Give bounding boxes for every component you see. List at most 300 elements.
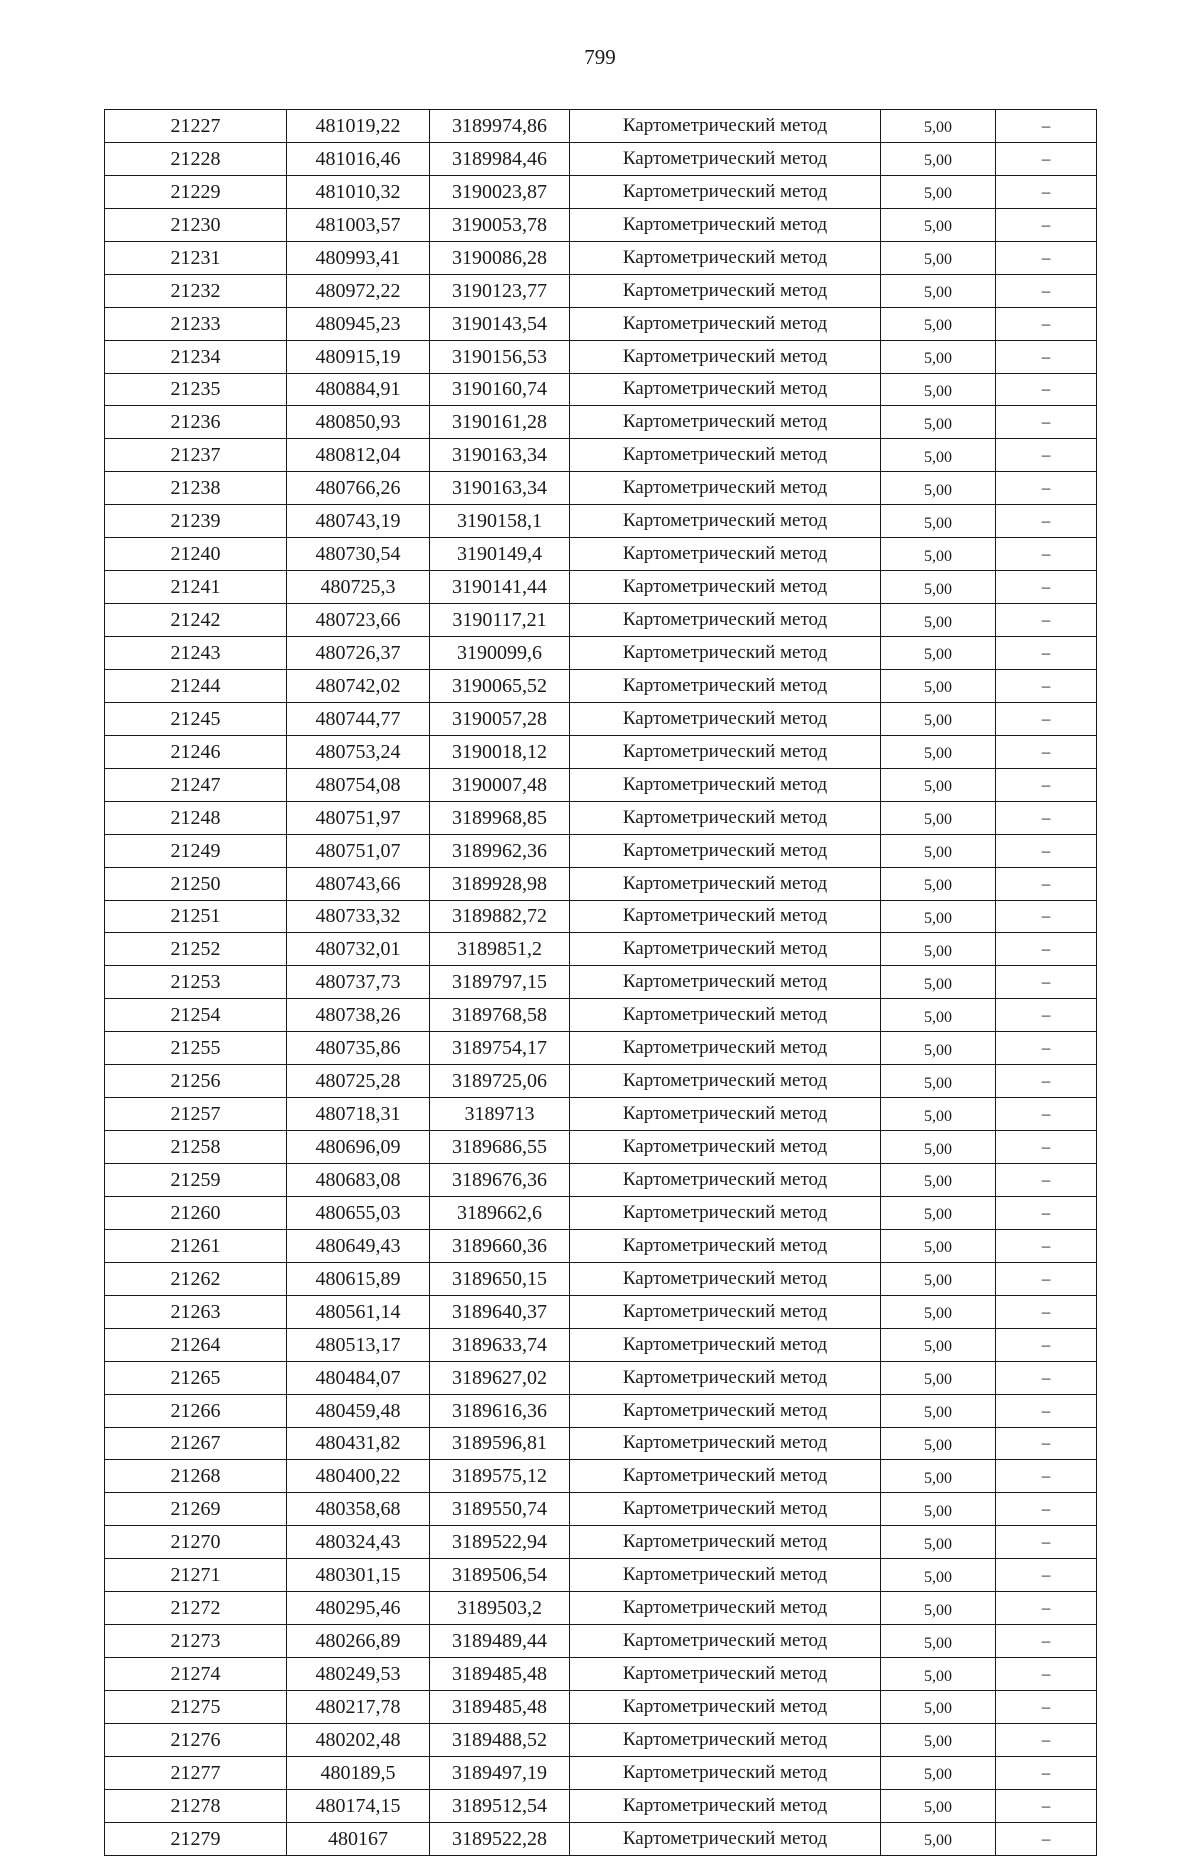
table-row	[105, 1592, 1097, 1625]
y-coordinate-cell: 3190117,21	[430, 604, 570, 637]
x-coordinate-cell: 480655,03	[287, 1196, 430, 1229]
error-cell: 5,00	[881, 1789, 996, 1822]
table-row	[105, 274, 1097, 307]
y-coordinate-cell: 3189497,19	[430, 1756, 570, 1789]
point-number-cell: 21261	[105, 1229, 287, 1262]
table-row	[105, 1756, 1097, 1789]
error-cell: 5,00	[881, 1427, 996, 1460]
note-cell: –	[996, 340, 1097, 373]
x-coordinate-cell: 481019,22	[287, 110, 430, 143]
note-cell: –	[996, 735, 1097, 768]
point-number-cell: 21237	[105, 439, 287, 472]
method-cell: Картометрический метод	[570, 142, 881, 175]
y-coordinate-cell: 3190123,77	[430, 274, 570, 307]
error-cell: 5,00	[881, 1098, 996, 1131]
x-coordinate-cell: 480738,26	[287, 999, 430, 1032]
x-coordinate-cell: 480696,09	[287, 1131, 430, 1164]
error-cell: 5,00	[881, 439, 996, 472]
note-cell: –	[996, 1032, 1097, 1065]
note-cell: –	[996, 571, 1097, 604]
y-coordinate-cell: 3189882,72	[430, 900, 570, 933]
x-coordinate-cell: 480266,89	[287, 1625, 430, 1658]
x-coordinate-cell: 480884,91	[287, 373, 430, 406]
y-coordinate-cell: 3189725,06	[430, 1065, 570, 1098]
table-row	[105, 1723, 1097, 1756]
error-cell: 5,00	[881, 1625, 996, 1658]
note-cell: –	[996, 538, 1097, 571]
error-cell: 5,00	[881, 110, 996, 143]
x-coordinate-cell: 480737,73	[287, 966, 430, 999]
y-coordinate-cell: 3189488,52	[430, 1723, 570, 1756]
method-cell: Картометрический метод	[570, 1295, 881, 1328]
point-number-cell: 21258	[105, 1131, 287, 1164]
note-cell: –	[996, 472, 1097, 505]
error-cell: 5,00	[881, 999, 996, 1032]
error-cell: 5,00	[881, 1229, 996, 1262]
point-number-cell: 21229	[105, 175, 287, 208]
point-number-cell: 21279	[105, 1822, 287, 1855]
note-cell: –	[996, 637, 1097, 670]
x-coordinate-cell: 480850,93	[287, 406, 430, 439]
method-cell: Картометрический метод	[570, 1526, 881, 1559]
method-cell: Картометрический метод	[570, 900, 881, 933]
error-cell: 5,00	[881, 1559, 996, 1592]
method-cell: Картометрический метод	[570, 1196, 881, 1229]
point-number-cell: 21278	[105, 1789, 287, 1822]
note-cell: –	[996, 1493, 1097, 1526]
y-coordinate-cell: 3189928,98	[430, 867, 570, 900]
note-cell: –	[996, 241, 1097, 274]
point-number-cell: 21228	[105, 142, 287, 175]
note-cell: –	[996, 669, 1097, 702]
point-number-cell: 21276	[105, 1723, 287, 1756]
method-cell: Картометрический метод	[570, 1559, 881, 1592]
y-coordinate-cell: 3189968,85	[430, 801, 570, 834]
x-coordinate-cell: 480744,77	[287, 702, 430, 735]
point-number-cell: 21273	[105, 1625, 287, 1658]
note-cell: –	[996, 1196, 1097, 1229]
method-cell: Картометрический метод	[570, 1394, 881, 1427]
y-coordinate-cell: 3190023,87	[430, 175, 570, 208]
y-coordinate-cell: 3189713	[430, 1098, 570, 1131]
x-coordinate-cell: 480733,32	[287, 900, 430, 933]
point-number-cell: 21236	[105, 406, 287, 439]
point-number-cell: 21232	[105, 274, 287, 307]
note-cell: –	[996, 1822, 1097, 1855]
x-coordinate-cell: 480301,15	[287, 1559, 430, 1592]
point-number-cell: 21250	[105, 867, 287, 900]
table-row	[105, 702, 1097, 735]
x-coordinate-cell: 480812,04	[287, 439, 430, 472]
coordinates-table-body	[105, 110, 1097, 1856]
error-cell: 5,00	[881, 1328, 996, 1361]
point-number-cell: 21259	[105, 1164, 287, 1197]
point-number-cell: 21231	[105, 241, 287, 274]
error-cell: 5,00	[881, 274, 996, 307]
note-cell: –	[996, 1526, 1097, 1559]
point-number-cell: 21257	[105, 1098, 287, 1131]
note-cell: –	[996, 1625, 1097, 1658]
note-cell: –	[996, 1394, 1097, 1427]
x-coordinate-cell: 480358,68	[287, 1493, 430, 1526]
x-coordinate-cell: 480753,24	[287, 735, 430, 768]
note-cell: –	[996, 307, 1097, 340]
error-cell: 5,00	[881, 669, 996, 702]
note-cell: –	[996, 1131, 1097, 1164]
error-cell: 5,00	[881, 933, 996, 966]
point-number-cell: 21247	[105, 768, 287, 801]
x-coordinate-cell: 480561,14	[287, 1295, 430, 1328]
note-cell: –	[996, 1691, 1097, 1724]
method-cell: Картометрический метод	[570, 1592, 881, 1625]
point-number-cell: 21277	[105, 1756, 287, 1789]
point-number-cell: 21262	[105, 1262, 287, 1295]
table-row	[105, 735, 1097, 768]
error-cell: 5,00	[881, 1394, 996, 1427]
method-cell: Картометрический метод	[570, 1493, 881, 1526]
x-coordinate-cell: 481010,32	[287, 175, 430, 208]
table-row	[105, 1229, 1097, 1262]
point-number-cell: 21249	[105, 834, 287, 867]
y-coordinate-cell: 3189754,17	[430, 1032, 570, 1065]
error-cell: 5,00	[881, 900, 996, 933]
x-coordinate-cell: 480945,23	[287, 307, 430, 340]
note-cell: –	[996, 834, 1097, 867]
table-row	[105, 1065, 1097, 1098]
y-coordinate-cell: 3190086,28	[430, 241, 570, 274]
note-cell: –	[996, 900, 1097, 933]
note-cell: –	[996, 702, 1097, 735]
point-number-cell: 21243	[105, 637, 287, 670]
method-cell: Картометрический метод	[570, 604, 881, 637]
note-cell: –	[996, 1065, 1097, 1098]
note-cell: –	[996, 439, 1097, 472]
y-coordinate-cell: 3189768,58	[430, 999, 570, 1032]
note-cell: –	[996, 999, 1097, 1032]
method-cell: Картометрический метод	[570, 1789, 881, 1822]
y-coordinate-cell: 3189640,37	[430, 1295, 570, 1328]
note-cell: –	[996, 274, 1097, 307]
method-cell: Картометрический метод	[570, 373, 881, 406]
error-cell: 5,00	[881, 637, 996, 670]
note-cell: –	[996, 1098, 1097, 1131]
note-cell: –	[996, 768, 1097, 801]
y-coordinate-cell: 3189522,28	[430, 1822, 570, 1855]
table-row	[105, 110, 1097, 143]
x-coordinate-cell: 480202,48	[287, 1723, 430, 1756]
method-cell: Картометрический метод	[570, 1691, 881, 1724]
error-cell: 5,00	[881, 406, 996, 439]
table-row	[105, 768, 1097, 801]
x-coordinate-cell: 480751,07	[287, 834, 430, 867]
table-row	[105, 1295, 1097, 1328]
error-cell: 5,00	[881, 735, 996, 768]
method-cell: Картометрический метод	[570, 110, 881, 143]
point-number-cell: 21264	[105, 1328, 287, 1361]
method-cell: Картометрический метод	[570, 1822, 881, 1855]
table-row	[105, 241, 1097, 274]
point-number-cell: 21246	[105, 735, 287, 768]
x-coordinate-cell: 480324,43	[287, 1526, 430, 1559]
y-coordinate-cell: 3189676,36	[430, 1164, 570, 1197]
table-row	[105, 1361, 1097, 1394]
error-cell: 5,00	[881, 1164, 996, 1197]
x-coordinate-cell: 480751,97	[287, 801, 430, 834]
y-coordinate-cell: 3189660,36	[430, 1229, 570, 1262]
table-row	[105, 538, 1097, 571]
x-coordinate-cell: 480742,02	[287, 669, 430, 702]
y-coordinate-cell: 3189962,36	[430, 834, 570, 867]
table-row	[105, 1822, 1097, 1855]
x-coordinate-cell: 480513,17	[287, 1328, 430, 1361]
point-number-cell: 21265	[105, 1361, 287, 1394]
x-coordinate-cell: 480484,07	[287, 1361, 430, 1394]
method-cell: Картометрический метод	[570, 801, 881, 834]
method-cell: Картометрический метод	[570, 1361, 881, 1394]
method-cell: Картометрический метод	[570, 175, 881, 208]
table-row	[105, 966, 1097, 999]
table-row	[105, 307, 1097, 340]
point-number-cell: 21255	[105, 1032, 287, 1065]
note-cell: –	[996, 1262, 1097, 1295]
table-row	[105, 1691, 1097, 1724]
error-cell: 5,00	[881, 241, 996, 274]
x-coordinate-cell: 480743,66	[287, 867, 430, 900]
point-number-cell: 21240	[105, 538, 287, 571]
error-cell: 5,00	[881, 867, 996, 900]
error-cell: 5,00	[881, 1196, 996, 1229]
error-cell: 5,00	[881, 834, 996, 867]
y-coordinate-cell: 3190053,78	[430, 208, 570, 241]
table-row	[105, 669, 1097, 702]
table-row	[105, 1196, 1097, 1229]
method-cell: Картометрический метод	[570, 867, 881, 900]
y-coordinate-cell: 3189627,02	[430, 1361, 570, 1394]
table-row	[105, 1032, 1097, 1065]
error-cell: 5,00	[881, 1295, 996, 1328]
note-cell: –	[996, 801, 1097, 834]
table-row	[105, 1460, 1097, 1493]
note-cell: –	[996, 1658, 1097, 1691]
coordinates-table	[104, 109, 1097, 1856]
note-cell: –	[996, 1328, 1097, 1361]
x-coordinate-cell: 480743,19	[287, 505, 430, 538]
error-cell: 5,00	[881, 1361, 996, 1394]
method-cell: Картометрический метод	[570, 702, 881, 735]
method-cell: Картометрический метод	[570, 274, 881, 307]
y-coordinate-cell: 3189984,46	[430, 142, 570, 175]
x-coordinate-cell: 480249,53	[287, 1658, 430, 1691]
x-coordinate-cell: 480217,78	[287, 1691, 430, 1724]
y-coordinate-cell: 3190018,12	[430, 735, 570, 768]
error-cell: 5,00	[881, 1460, 996, 1493]
error-cell: 5,00	[881, 801, 996, 834]
y-coordinate-cell: 3189650,15	[430, 1262, 570, 1295]
error-cell: 5,00	[881, 1592, 996, 1625]
method-cell: Картометрический метод	[570, 669, 881, 702]
error-cell: 5,00	[881, 604, 996, 637]
x-coordinate-cell: 480718,31	[287, 1098, 430, 1131]
y-coordinate-cell: 3189503,2	[430, 1592, 570, 1625]
error-cell: 5,00	[881, 966, 996, 999]
method-cell: Картометрический метод	[570, 735, 881, 768]
y-coordinate-cell: 3189596,81	[430, 1427, 570, 1460]
table-row	[105, 1493, 1097, 1526]
method-cell: Картометрический метод	[570, 1098, 881, 1131]
method-cell: Картометрический метод	[570, 406, 881, 439]
note-cell: –	[996, 867, 1097, 900]
x-coordinate-cell: 480167	[287, 1822, 430, 1855]
table-row	[105, 340, 1097, 373]
x-coordinate-cell: 480174,15	[287, 1789, 430, 1822]
y-coordinate-cell: 3189506,54	[430, 1559, 570, 1592]
method-cell: Картометрический метод	[570, 340, 881, 373]
point-number-cell: 21253	[105, 966, 287, 999]
table-row	[105, 933, 1097, 966]
y-coordinate-cell: 3190007,48	[430, 768, 570, 801]
method-cell: Картометрический метод	[570, 1625, 881, 1658]
point-number-cell: 21244	[105, 669, 287, 702]
x-coordinate-cell: 480726,37	[287, 637, 430, 670]
method-cell: Картометрический метод	[570, 999, 881, 1032]
error-cell: 5,00	[881, 142, 996, 175]
method-cell: Картометрический метод	[570, 472, 881, 505]
y-coordinate-cell: 3190065,52	[430, 669, 570, 702]
point-number-cell: 21260	[105, 1196, 287, 1229]
table-row	[105, 472, 1097, 505]
x-coordinate-cell: 480725,3	[287, 571, 430, 604]
method-cell: Картометрический метод	[570, 439, 881, 472]
method-cell: Картометрический метод	[570, 241, 881, 274]
y-coordinate-cell: 3190156,53	[430, 340, 570, 373]
x-coordinate-cell: 481003,57	[287, 208, 430, 241]
method-cell: Картометрический метод	[570, 1065, 881, 1098]
note-cell: –	[996, 1756, 1097, 1789]
x-coordinate-cell: 480766,26	[287, 472, 430, 505]
method-cell: Картометрический метод	[570, 1131, 881, 1164]
error-cell: 5,00	[881, 768, 996, 801]
note-cell: –	[996, 1295, 1097, 1328]
error-cell: 5,00	[881, 1526, 996, 1559]
point-number-cell: 21238	[105, 472, 287, 505]
method-cell: Картометрический метод	[570, 966, 881, 999]
method-cell: Картометрический метод	[570, 1262, 881, 1295]
point-number-cell: 21251	[105, 900, 287, 933]
method-cell: Картометрический метод	[570, 505, 881, 538]
point-number-cell: 21254	[105, 999, 287, 1032]
table-row	[105, 1328, 1097, 1361]
note-cell: –	[996, 208, 1097, 241]
note-cell: –	[996, 142, 1097, 175]
x-coordinate-cell: 480189,5	[287, 1756, 430, 1789]
table-row	[105, 1098, 1097, 1131]
y-coordinate-cell: 3189485,48	[430, 1658, 570, 1691]
error-cell: 5,00	[881, 1658, 996, 1691]
point-number-cell: 21271	[105, 1559, 287, 1592]
y-coordinate-cell: 3190160,74	[430, 373, 570, 406]
y-coordinate-cell: 3189851,2	[430, 933, 570, 966]
y-coordinate-cell: 3190143,54	[430, 307, 570, 340]
y-coordinate-cell: 3189575,12	[430, 1460, 570, 1493]
x-coordinate-cell: 480730,54	[287, 538, 430, 571]
method-cell: Картометрический метод	[570, 1229, 881, 1262]
x-coordinate-cell: 480400,22	[287, 1460, 430, 1493]
y-coordinate-cell: 3189662,6	[430, 1196, 570, 1229]
note-cell: –	[996, 1559, 1097, 1592]
note-cell: –	[996, 1460, 1097, 1493]
point-number-cell: 21268	[105, 1460, 287, 1493]
table-row	[105, 1164, 1097, 1197]
note-cell: –	[996, 1229, 1097, 1262]
point-number-cell: 21252	[105, 933, 287, 966]
note-cell: –	[996, 1361, 1097, 1394]
note-cell: –	[996, 1723, 1097, 1756]
point-number-cell: 21263	[105, 1295, 287, 1328]
error-cell: 5,00	[881, 1756, 996, 1789]
error-cell: 5,00	[881, 340, 996, 373]
point-number-cell: 21274	[105, 1658, 287, 1691]
error-cell: 5,00	[881, 505, 996, 538]
method-cell: Картометрический метод	[570, 1032, 881, 1065]
error-cell: 5,00	[881, 1065, 996, 1098]
method-cell: Картометрический метод	[570, 1328, 881, 1361]
x-coordinate-cell: 480735,86	[287, 1032, 430, 1065]
page-number: 799	[584, 45, 616, 69]
point-number-cell: 21245	[105, 702, 287, 735]
method-cell: Картометрический метод	[570, 307, 881, 340]
point-number-cell: 21233	[105, 307, 287, 340]
table-row	[105, 1427, 1097, 1460]
x-coordinate-cell: 480993,41	[287, 241, 430, 274]
error-cell: 5,00	[881, 538, 996, 571]
error-cell: 5,00	[881, 1822, 996, 1855]
method-cell: Картометрический метод	[570, 834, 881, 867]
y-coordinate-cell: 3190158,1	[430, 505, 570, 538]
method-cell: Картометрический метод	[570, 933, 881, 966]
table-row	[105, 1131, 1097, 1164]
x-coordinate-cell: 480295,46	[287, 1592, 430, 1625]
note-cell: –	[996, 505, 1097, 538]
note-cell: –	[996, 1427, 1097, 1460]
method-cell: Картометрический метод	[570, 1164, 881, 1197]
table-row	[105, 604, 1097, 637]
y-coordinate-cell: 3190057,28	[430, 702, 570, 735]
table-row	[105, 1394, 1097, 1427]
error-cell: 5,00	[881, 1032, 996, 1065]
note-cell: –	[996, 175, 1097, 208]
method-cell: Картометрический метод	[570, 768, 881, 801]
method-cell: Картометрический метод	[570, 1460, 881, 1493]
table-row	[105, 999, 1097, 1032]
error-cell: 5,00	[881, 1131, 996, 1164]
note-cell: –	[996, 406, 1097, 439]
point-number-cell: 21267	[105, 1427, 287, 1460]
error-cell: 5,00	[881, 472, 996, 505]
y-coordinate-cell: 3189797,15	[430, 966, 570, 999]
table-row	[105, 1526, 1097, 1559]
error-cell: 5,00	[881, 1493, 996, 1526]
table-row	[105, 505, 1097, 538]
x-coordinate-cell: 480972,22	[287, 274, 430, 307]
table-row	[105, 175, 1097, 208]
table-row	[105, 1625, 1097, 1658]
table-row	[105, 208, 1097, 241]
table-row	[105, 801, 1097, 834]
point-number-cell: 21266	[105, 1394, 287, 1427]
point-number-cell: 21239	[105, 505, 287, 538]
note-cell: –	[996, 110, 1097, 143]
x-coordinate-cell: 480915,19	[287, 340, 430, 373]
